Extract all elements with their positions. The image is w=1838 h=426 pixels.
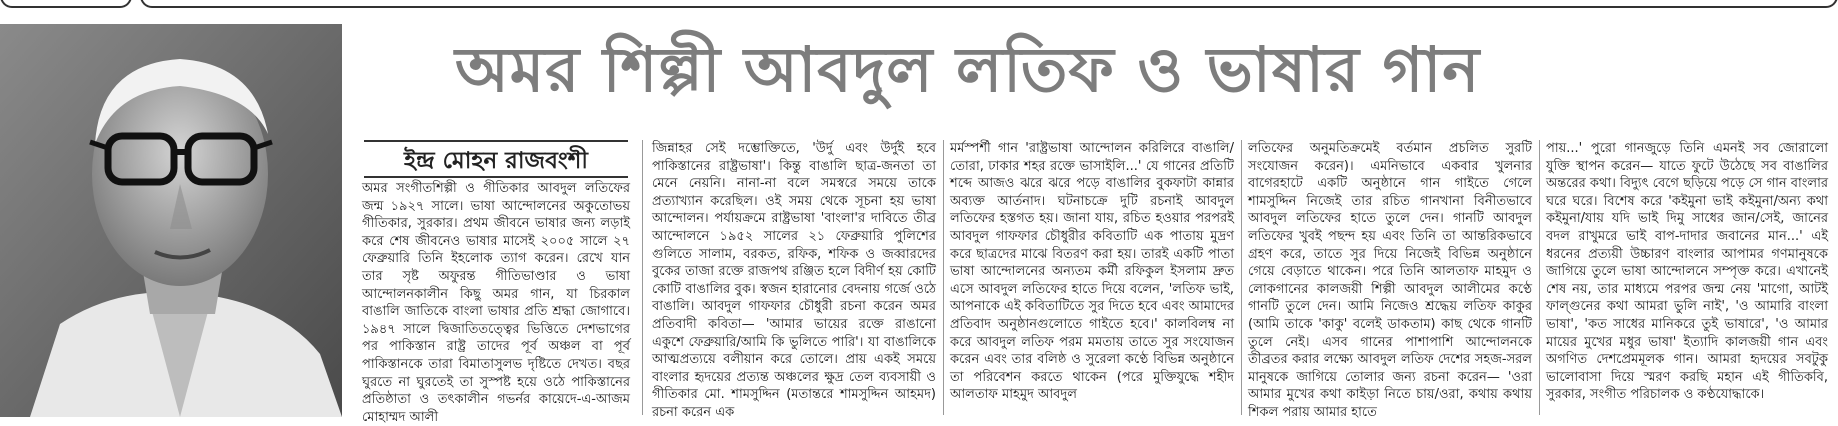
article-column-2: জিন্নাহর সেই দম্ভোক্তিতে, 'উর্দু এবং উর্দুই হবে পাকিস্তানের রাষ্ট্রভাষা'। কিন্তু বাঙালি ছাত্র-জনতা তা মেনে নেয়নি। নানা-না বলে সমস্বরে সময়ে তাকে প্রত্যাখ্যান করেছিল। ওই সময় থেকে সূচনা হয় ভাষা আন্দোলন। পর্যায়ক্রমে রাষ্ট্রভাষা 'বাংলা'র দাবিতে তীব্র আন্দোলনে ১৯৫২ সালের ২১ ফেব্রুয়ারি পুলিশের গুলিতে সালাম, বরকত, রফিক, শফিক ও জব্বারদের বুকের তাজা রক্তে রাজপথ রঞ্জিত হলে বিদীর্ণ হয় কোটি কোটি বাঙালির বুক। স্বজন হারানোর বেদনায় গর্জে ওঠে বাঙালি। আবদুল গাফফার চৌধুরী রচনা করেন অমর প্রতিবাদী কবিতা— 'আমার ভায়ের রক্তে রাঙানো একুশে ফেব্রুয়ারি/আমি কি ভুলিতে পারি'। যা বাঙালিকে আত্মপ্রত্যয়ে বলীয়ান করে তোলে। প্রায় একই সময়ে বাংলার হৃদয়ের প্রত্যন্ত অঞ্চলের ক্ষুদ্র তেল ব্যবসায়ী ও গীতিকার মো. শামসুদ্দিন (মতান্তরে শামসুদ্দিন আহমদ) রচনা করেন এক	[652, 141, 936, 420]
article-headline: অমর শিল্পী আবদুল লতিফ ও ভাষার গান	[455, 33, 1481, 106]
column-divider	[1241, 140, 1242, 415]
article-column-5: পায়...' পুরো গানজুড়ে তিনি এমনই সব জোরালো যুক্তি স্থাপন করেন— যাতে ফুটে উঠেছে সব বাঙালির অন্তরের কথা। বিদ্যুৎ বেগে ছড়িয়ে পড়ে সে গান বাংলার ঘরে ঘরে। বিশেষ করে 'কইমুনা ভাই কইমুনা/অন্য কথা কইমুনা/যায় যদি ভাই দিমু সাধের জান/সেই, জানের বদল রাখুমরে ভাই বাপ-দাদার জবানের মান...' এই ধরনের প্রত্যয়ী উচ্চারণ বাংলার আপামর গণমানুষকে জাগিয়ে তুলে ভাষা আন্দোলনে সম্পৃক্ত করে। এখানেই শেষ নয়, তার মাধ্যমে পরপর জন্ম নেয় 'মাগো, আটই ফাল্গুনের কথা আমরা ভুলি নাই', 'ও আমারি বাংলা ভাষা', 'কত সাধের মানিকরে তুই ভাষারে', 'ও আমার মায়ের মুখের মধুর ভাষা' ইত্যাদি কালজয়ী গান এবং অগণিত দেশপ্রেমমূলক গান। আমরা হৃদয়ের সবটুকু ভালোবাসা দিয়ে স্মরণ করছি মহান এই গীতিকবি, সুরকার, সংগীত পরিচালক ও কণ্ঠযোদ্ধাকে।	[1546, 141, 1828, 403]
column-divider	[642, 140, 643, 415]
column-divider	[943, 140, 944, 415]
column-divider	[1539, 140, 1540, 415]
top-frame-left	[0, 0, 132, 8]
author-portrait-photo	[0, 24, 342, 417]
top-frame-right	[140, 0, 1838, 8]
portrait-illustration	[0, 24, 342, 417]
article-byline: ইন্দ্র মোহন রাজবংশী	[404, 148, 588, 174]
byline-rule-bottom	[364, 176, 628, 178]
article-column-4: লতিফের অনুমতিক্রমেই বর্তমান প্রচলিত সুরটি সংযোজন করেন)। এমনিভাবে একবার খুলনার বাগেরহাটে একটি অনুষ্ঠানে গান গাইতে গেলে শামসুদ্দিন নিজেই তার রচিত গানখানা বিনীতভাবে আবদুল লতিফের হাতে তুলে দেন। গানটি আবদুল লতিফের খুবই পছন্দ হয় এবং তিনি তা আন্তরিকভাবে গ্রহণ করে, তাতে সুর দিয়ে নিজেই বিভিন্ন অনুষ্ঠানে গেয়ে বেড়াতে থাকেন। পরে তিনি আলতাফ মাহমুদ ও লোকগানের কালজয়ী শিল্পী আবদুল আলীমের কণ্ঠে গানটি তুলে দেন। আমি নিজেও শ্রদ্ধেয় লতিফ কাকুর (আমি তাকে 'কাকু' বলেই ডাকতাম) কাছ থেকে গানটি তুলে নেই। এসব গানের পাশাপাশি আন্দোলনকে তীব্রতর করার লক্ষ্যে আবদুল লতিফ দেশের সহজ-সরল মানুষকে জাগিয়ে তোলার জন্য রচনা করেন— 'ওরা আমার মুখের কথা কাইড়া নিতে চায়/ওরা, কথায় কথায় শিকল পরায় আমার হাতে	[1248, 141, 1532, 420]
article-column-1: অমর সংগীতশিল্পী ও গীতিকার আবদুল লতিফের জন্ম ১৯২৭ সালে। ভাষা আন্দোলনের অকুতোভয় গীতিকার, সুরকার। প্রথম জীবনে ভাষার জন্য লড়াই করে শেষ জীবনেও ভাষার মাসেই ২০০৫ সালে ২৭ ফেব্রুয়ারি তিনি ইহলোক ত্যাগ করেন। রেখে যান তার সৃষ্ট অফুরন্ত গীতিভাণ্ডার ও ভাষা আন্দোলনকালীন কিছু অমর গান, যা চিরকাল বাঙালি জাতিকে বাংলা ভাষার প্রতি শ্রদ্ধা জোগাবে। ১৯৪৭ সালে দ্বিজাতিতত্ত্বের ভিত্তিতে দেশভাগের পর পাকিস্তান রাষ্ট্র তাদের পূর্ব অঞ্চল বা পূর্ব পাকিস্তানকে তারা বিমাতাসুলভ দৃষ্টিতে দেখত। বছর ঘুরতে না ঘুরতেই তা সুস্পষ্ট হয়ে ওঠে পাকিস্তানের প্রতিষ্ঠাতা ও তৎকালীন গভর্নর কায়েদে-এ-আজম মোহাম্মদ আলী	[362, 181, 630, 425]
article-column-3: মর্মস্পর্শী গান 'রাষ্ট্রভাষা আন্দোলন করিলিরে বাঙালি/তোরা, ঢাকার শহর রক্তে ভাসাইলি...' যে গানের প্রতিটি শব্দে আজও ঝরে ঝরে পড়ে বাঙালির বুকফাটা কান্নার অব্যক্ত আর্তনাদ। ঘটনাচক্রে দুটি রচনাই আবদুল লতিফের হস্তগত হয়। জানা যায়, রচিত হওয়ার পরপরই আবদুল গাফফার চৌধুরীর কবিতাটি এক পাতায় মুদ্রণ করে ছাত্রদের মাঝে বিতরণ করা হয়। তারই একটি পাতা ভাষা আন্দোলনের অন্যতম কর্মী রফিকুল ইসলাম দ্রুত এসে আবদুল লতিফের হাতে দিয়ে বলেন, 'লতিফ ভাই, আপনাকে এই কবিতাটিতে সুর দিতে হবে এবং আমাদের প্রতিবাদ অনুষ্ঠানগুলোতে গাইতে হবে।' কালবিলম্ব না করে আবদুল লতিফ পরম মমতায় তাতে সুর সংযোজন করেন এবং তার বলিষ্ঠ ও সুরেলা কণ্ঠে বিভিন্ন অনুষ্ঠানে তা পরিবেশন করতে থাকেন (পরে মুক্তিযুদ্ধে শহীদ আলতাফ মাহমুদ আবদুল	[950, 141, 1234, 403]
